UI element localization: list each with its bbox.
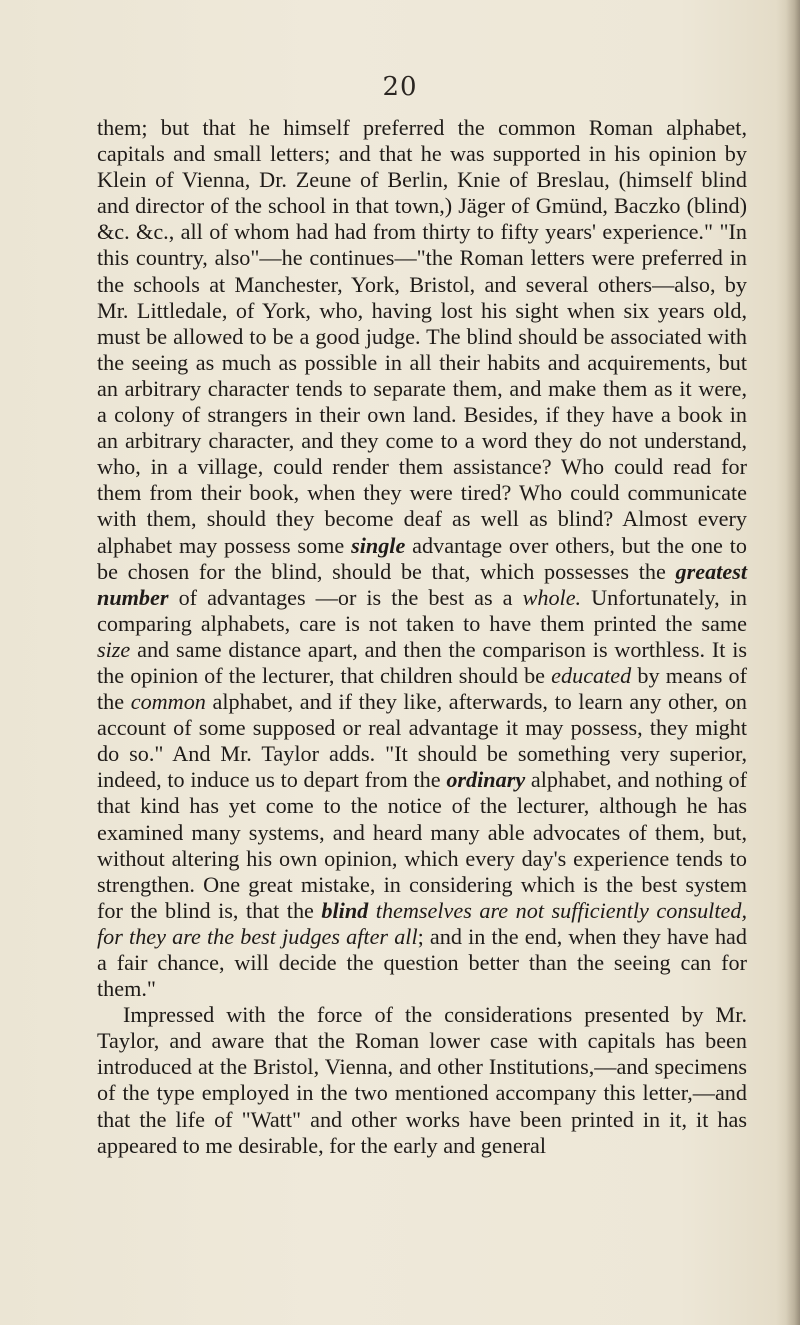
p1-emphasis-educated: educated [551,662,632,688]
p1-segment-8: alphabet, and nothing of that kind has yet come to the notice of the lecturer, although he has examined many systems, and heard many able advocates of them, but, without altering his own opinion, which every day's experience tends to strengthen. One great mistake, in considering which is the best system for the blind is, that the [97,767,748,923]
p1-segment-2: advantage over others, but the one to be chosen for the blind, should be that, which possesses the [97,532,747,584]
p1-segment-5: and same distance apart, and then the comparison is worthless. It is the opinion of the lecturer, that children should be [97,636,747,688]
page-edge-shadow [786,0,800,1325]
p1-emphasis-themselves: themselves are not sufficiently consulted, for they are the best judges after all [97,897,747,949]
page-number: 20 [382,72,418,102]
p1-emphasis-blind: blind [321,897,369,923]
p1-segment-1: them; but that he himself preferred the common Roman alphabet, capitals and small letters; and that he was supported in his opinion by Klein of Vienna, Dr. Zeune of Berlin, Knie of Breslau, (himself blind and director of the school in that town,) Jäger of Gmünd, Baczko (blind) &c. &c., all of whom had had from thirty to fifty years' experience." "In this country, also"—he continues—"the Roman letters were preferred in the schools at Manchester, York, Bristol, and several others—also, by Mr. Littledale, of York, who, having lost his sight when six years old, must be allowed to be a good judge. The blind should be associated with the seeing as much as possible in all their habits and acquirements, but an arbitrary character tends to separate them, and make them as it were, a colony of strangers in their own land. Besides, if they have a book in an arbitrary character, and they come to a word they do not understand, who, in a village, could render them assistance? Who could read for them from their book, when they were tired? Who could communicate with them, should they become deaf as well as blind? Almost every alphabet may possess some [97,115,747,558]
p1-emphasis-ordinary: ordinary [446,767,526,793]
p1-segment-7: alphabet, and if they like, afterwards, to learn any other, on account of some supposed or real advantage it may possess, they might do so." And Mr. Taylor adds. "It should be something very superior, indeed, to induce us to depart from the [97,689,748,793]
body-text [97,115,747,1159]
p1-segment-6: by means of the [97,662,748,715]
paragraph-1 [97,115,747,1002]
p1-emphasis-common: common [130,689,206,715]
p1-segment-4: Unfortunately, in comparing alphabets, care is not taken to have them printed the same [97,584,748,636]
p1-emphasis-single: single [351,532,406,558]
p1-segment-9: ; and in the end, when they have had a fair chance, will decide the question better than the seeing can for them." [97,923,747,1002]
p1-emphasis-greatest-number: greatest number [97,558,747,610]
p1-emphasis-size: size [97,636,131,662]
paragraph-2: Impressed with the force of the considerations presented by Mr. Taylor, and aware that the Roman lower case with capitals has been introduced at the Bristol, Vienna, and other Institutions,—and specimens of the type employed in the two mentioned accompany this letter,—and that the life of "Watt" and other works have been printed in it, it has appeared to me desirable, for the early and general [97,1002,747,1158]
p1-segment-3: of advantages —or is the best as a [178,584,513,610]
p1-emphasis-whole: whole. [522,584,582,610]
